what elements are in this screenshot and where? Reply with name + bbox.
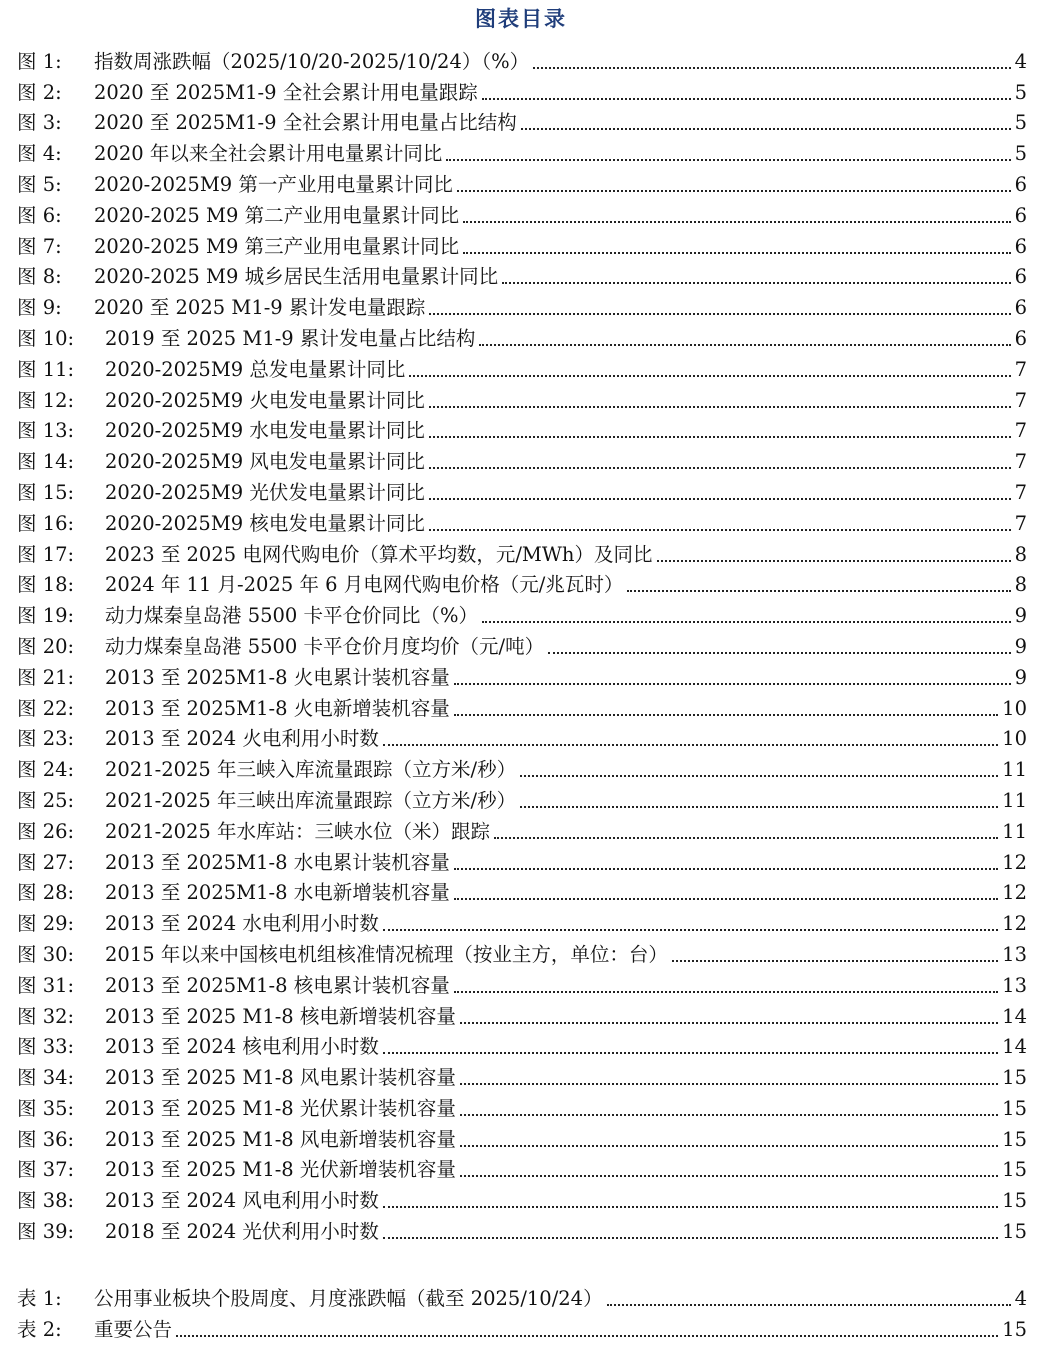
dot-leader xyxy=(494,837,998,839)
figure-entry-label: 图 35: xyxy=(17,1096,75,1120)
figure-entry-page-number: 15 xyxy=(1002,1158,1027,1182)
dot-leader xyxy=(429,498,1011,500)
figure-entry[interactable] xyxy=(17,1213,1027,1244)
figure-entry[interactable] xyxy=(17,875,1027,906)
dot-leader xyxy=(383,1237,998,1239)
dot-leader xyxy=(460,1175,998,1177)
figure-entry-page-number: 11 xyxy=(1002,819,1027,843)
figure-entry-page-number: 13 xyxy=(1002,942,1027,966)
figure-entry-title: 2013 至 2025 M1-8 风电累计装机容量 xyxy=(105,1066,456,1090)
figure-entry-label: 图 18: xyxy=(17,573,75,597)
figure-entry-title: 2021-2025 年水库站：三峡水位（米）跟踪 xyxy=(105,819,491,843)
figure-entry-label: 图 14: xyxy=(17,450,75,474)
figure-entry-title: 2013 至 2025M1-8 水电新增装机容量 xyxy=(105,881,450,905)
figure-entry-page-number: 6 xyxy=(1014,172,1027,196)
figure-entry-page-number: 6 xyxy=(1014,234,1027,258)
table-entry-page-number: 15 xyxy=(1002,1317,1027,1341)
figure-entry-page-number: 15 xyxy=(1002,1096,1027,1120)
figure-entry-page-number: 5 xyxy=(1014,111,1027,135)
dot-leader xyxy=(446,159,1010,161)
figure-entry-label: 图 3: xyxy=(17,111,62,135)
table-entry[interactable] xyxy=(17,1311,1027,1342)
dot-leader xyxy=(479,344,1010,346)
figure-entry-title: 2020-2025 M9 第三产业用电量累计同比 xyxy=(94,234,460,258)
dot-leader xyxy=(429,467,1011,469)
figure-entry-label: 图 21: xyxy=(17,665,75,689)
figure-entry-label: 图 8: xyxy=(17,265,62,289)
figure-entry-page-number: 11 xyxy=(1002,788,1027,812)
figure-entry-label: 图 32: xyxy=(17,1004,75,1028)
figure-entry-label: 图 4: xyxy=(17,142,62,166)
dot-leader xyxy=(502,282,1010,284)
dot-leader xyxy=(409,375,1010,377)
figure-entry-label: 图 19: xyxy=(17,604,75,628)
figure-entry-title: 2020-2025M9 水电发电量累计同比 xyxy=(105,419,425,443)
figure-entry-label: 图 5: xyxy=(17,172,62,196)
figure-entry[interactable] xyxy=(17,721,1027,752)
figure-entry[interactable] xyxy=(17,135,1027,166)
figure-entry-page-number: 10 xyxy=(1002,727,1027,751)
figure-entry-page-number: 6 xyxy=(1014,326,1027,350)
dot-leader xyxy=(463,221,1010,223)
figure-entry-page-number: 12 xyxy=(1002,881,1027,905)
dot-leader xyxy=(548,652,1010,654)
figure-entry[interactable] xyxy=(17,228,1027,259)
figure-entry-label: 图 17: xyxy=(17,542,75,566)
dot-leader xyxy=(383,1206,998,1208)
figure-entry-label: 图 33: xyxy=(17,1035,75,1059)
figure-entry[interactable] xyxy=(17,197,1027,228)
figure-entry[interactable] xyxy=(17,628,1027,659)
figure-entry-label: 图 13: xyxy=(17,419,75,443)
dot-leader xyxy=(460,1022,998,1024)
figure-entry-title: 2020-2025M9 风电发电量累计同比 xyxy=(105,450,425,474)
figure-entry-title: 2013 至 2024 风电利用小时数 xyxy=(105,1189,379,1213)
figure-entry-page-number: 7 xyxy=(1014,419,1027,443)
dot-leader xyxy=(457,190,1011,192)
dot-leader xyxy=(454,991,998,993)
figure-entry-page-number: 7 xyxy=(1014,357,1027,381)
figure-entry-label: 图 36: xyxy=(17,1127,75,1151)
dot-leader xyxy=(429,529,1011,531)
figure-entry-title: 2021-2025 年三峡出库流量跟踪（立方米/秒） xyxy=(105,788,517,812)
figure-entry-page-number: 10 xyxy=(1002,696,1027,720)
figure-entry-label: 图 23: xyxy=(17,727,75,751)
figure-list xyxy=(17,43,1027,1244)
figure-entry[interactable] xyxy=(17,166,1027,197)
figure-entry[interactable] xyxy=(17,690,1027,721)
figure-entry-label: 图 10: xyxy=(17,326,75,350)
table-entry-page-number: 4 xyxy=(1014,1286,1027,1310)
dot-leader xyxy=(383,744,998,746)
dot-leader xyxy=(454,683,1011,685)
figure-entry-title: 2013 至 2025M1-8 水电累计装机容量 xyxy=(105,850,450,874)
figure-entry-title: 2013 至 2024 核电利用小时数 xyxy=(105,1035,379,1059)
figure-entry-page-number: 15 xyxy=(1002,1127,1027,1151)
figure-entry-title: 2013 至 2025M1-8 核电累计装机容量 xyxy=(105,973,450,997)
figure-entry-label: 图 29: xyxy=(17,912,75,936)
dot-leader xyxy=(383,1052,998,1054)
figure-entry-label: 图 25: xyxy=(17,788,75,812)
figure-entry-title: 指数周涨跌幅（2025/10/20-2025/10/24）（%） xyxy=(94,49,530,73)
figure-entry-page-number: 15 xyxy=(1002,1066,1027,1090)
figure-entry-title: 2013 至 2025 M1-8 光伏新增装机容量 xyxy=(105,1158,456,1182)
dot-leader xyxy=(454,898,998,900)
dot-leader xyxy=(520,806,998,808)
figure-entry-title: 2020 至 2025 M1-9 累计发电量跟踪 xyxy=(94,296,426,320)
figure-entry-title: 2021-2025 年三峡入库流量跟踪（立方米/秒） xyxy=(105,758,517,782)
figure-entry-title: 2018 至 2024 光伏利用小时数 xyxy=(105,1220,379,1244)
figure-entry[interactable] xyxy=(17,1121,1027,1152)
figure-entry-title: 2013 至 2024 水电利用小时数 xyxy=(105,912,379,936)
figure-entry-page-number: 9 xyxy=(1014,665,1027,689)
figure-entry-page-number: 15 xyxy=(1002,1220,1027,1244)
figure-entry-page-number: 15 xyxy=(1002,1189,1027,1213)
dot-leader xyxy=(521,128,1011,130)
figure-entry[interactable] xyxy=(17,1059,1027,1090)
table-entry-title: 公用事业板块个股周度、月度涨跌幅（截至 2025/10/24） xyxy=(94,1286,603,1310)
dot-leader xyxy=(520,775,998,777)
figure-entry-title: 2020-2025M9 总发电量累计同比 xyxy=(105,357,406,381)
figure-entry[interactable] xyxy=(17,1182,1027,1213)
figure-entry-label: 图 11: xyxy=(17,357,75,381)
figure-entry-label: 图 27: xyxy=(17,850,75,874)
table-entry-label: 表 2: xyxy=(17,1317,62,1341)
figure-entry[interactable] xyxy=(17,351,1027,382)
dot-leader xyxy=(463,252,1010,254)
figure-entry-page-number: 12 xyxy=(1002,912,1027,936)
figure-entry[interactable] xyxy=(17,320,1027,351)
figure-entry[interactable] xyxy=(17,259,1027,290)
figure-entry-page-number: 6 xyxy=(1014,265,1027,289)
figure-entry-label: 图 30: xyxy=(17,942,75,966)
figure-entry-title: 2020 至 2025M1-9 全社会累计用电量跟踪 xyxy=(94,80,478,104)
figure-entry[interactable] xyxy=(17,967,1027,998)
figure-entry-label: 图 39: xyxy=(17,1220,75,1244)
figure-entry-title: 2023 至 2025 电网代购电价（算术平均数，元/MWh）及同比 xyxy=(105,542,653,566)
figure-entry[interactable] xyxy=(17,998,1027,1029)
dot-leader xyxy=(533,67,1010,69)
figure-entry[interactable] xyxy=(17,74,1027,105)
figure-entry-label: 图 6: xyxy=(17,203,62,227)
toc-title: 图表目录 xyxy=(475,6,567,31)
figure-entry-title: 2024 年 11 月-2025 年 6 月电网代购电价格（元/兆瓦时） xyxy=(105,573,624,597)
figure-entry-title: 2015 年以来中国核电机组核准情况梳理（按业主方，单位：台） xyxy=(105,942,668,966)
figure-entry-title: 2013 至 2025 M1-8 核电新增装机容量 xyxy=(105,1004,456,1028)
figure-entry[interactable] xyxy=(17,567,1027,598)
figure-entry[interactable] xyxy=(17,505,1027,536)
figure-entry-page-number: 6 xyxy=(1014,203,1027,227)
figure-entry[interactable] xyxy=(17,105,1027,136)
figure-entry-page-number: 13 xyxy=(1002,973,1027,997)
dot-leader xyxy=(657,560,1011,562)
figure-entry-title: 2013 至 2025M1-8 火电新增装机容量 xyxy=(105,696,450,720)
dot-leader xyxy=(176,1335,998,1337)
figure-entry[interactable] xyxy=(17,782,1027,813)
dot-leader xyxy=(460,1145,998,1147)
figure-entry-title: 2013 至 2025M1-8 火电累计装机容量 xyxy=(105,665,450,689)
dot-leader xyxy=(383,929,998,931)
figure-entry-title: 动力煤秦皇岛港 5500 卡平仓价同比（%） xyxy=(105,604,479,628)
figure-entry-label: 图 9: xyxy=(17,296,62,320)
figure-entry-label: 图 37: xyxy=(17,1158,75,1182)
figure-entry[interactable] xyxy=(17,905,1027,936)
figure-entry-label: 图 31: xyxy=(17,973,75,997)
dot-leader xyxy=(627,590,1010,592)
figure-entry-title: 2020 至 2025M1-9 全社会累计用电量占比结构 xyxy=(94,111,517,135)
figure-entry-label: 图 38: xyxy=(17,1189,75,1213)
figure-entry-label: 图 24: xyxy=(17,758,75,782)
figure-entry-title: 2020 年以来全社会累计用电量累计同比 xyxy=(94,142,443,166)
figure-entry-label: 图 28: xyxy=(17,881,75,905)
dot-leader xyxy=(607,1304,1011,1306)
figure-entry[interactable] xyxy=(17,443,1027,474)
figure-entry-title: 2013 至 2024 火电利用小时数 xyxy=(105,727,379,751)
dot-leader xyxy=(482,98,1011,100)
table-entry-title: 重要公告 xyxy=(94,1317,173,1341)
figure-entry-title: 2020-2025M9 火电发电量累计同比 xyxy=(105,388,425,412)
table-entry[interactable] xyxy=(17,1280,1027,1311)
table-entry-label: 表 1: xyxy=(17,1286,62,1310)
figure-entry-title: 2020-2025 M9 第二产业用电量累计同比 xyxy=(94,203,460,227)
figure-entry-label: 图 34: xyxy=(17,1066,75,1090)
figure-entry-label: 图 15: xyxy=(17,480,75,504)
figure-entry-label: 图 12: xyxy=(17,388,75,412)
figure-entry[interactable] xyxy=(17,936,1027,967)
dot-leader xyxy=(454,714,998,716)
figure-entry-label: 图 2: xyxy=(17,80,62,104)
figure-entry-page-number: 12 xyxy=(1002,850,1027,874)
figure-entry-label: 图 16: xyxy=(17,511,75,535)
figure-entry-label: 图 7: xyxy=(17,234,62,258)
figure-entry-page-number: 14 xyxy=(1002,1035,1027,1059)
figure-entry-page-number: 7 xyxy=(1014,511,1027,535)
table-list xyxy=(17,1280,1027,1342)
figure-entry[interactable] xyxy=(17,813,1027,844)
figure-entry[interactable] xyxy=(17,43,1027,74)
dot-leader xyxy=(460,1083,998,1085)
figure-entry-page-number: 8 xyxy=(1014,573,1027,597)
figure-entry-label: 图 20: xyxy=(17,634,75,658)
figure-entry-label: 图 1: xyxy=(17,49,62,73)
figure-entry-page-number: 5 xyxy=(1014,142,1027,166)
figure-entry[interactable] xyxy=(17,844,1027,875)
figure-entry[interactable] xyxy=(17,751,1027,782)
figure-entry-title: 2019 至 2025 M1-9 累计发电量占比结构 xyxy=(105,326,476,350)
figure-entry-page-number: 4 xyxy=(1014,49,1027,73)
figure-entry-page-number: 7 xyxy=(1014,450,1027,474)
figure-entry[interactable] xyxy=(17,659,1027,690)
figure-entry[interactable] xyxy=(17,536,1027,567)
figure-entry-page-number: 6 xyxy=(1014,296,1027,320)
figure-entry-page-number: 7 xyxy=(1014,388,1027,412)
figure-entry-page-number: 9 xyxy=(1014,604,1027,628)
figure-entry[interactable] xyxy=(17,1090,1027,1121)
figure-entry-label: 图 22: xyxy=(17,696,75,720)
figure-entry-page-number: 11 xyxy=(1002,758,1027,782)
figure-entry-title: 2013 至 2025 M1-8 光伏累计装机容量 xyxy=(105,1096,456,1120)
figure-entry-title: 2020-2025M9 第一产业用电量累计同比 xyxy=(94,172,453,196)
figure-entry[interactable] xyxy=(17,382,1027,413)
dot-leader xyxy=(672,960,998,962)
figure-entry[interactable] xyxy=(17,597,1027,628)
figure-entry-page-number: 14 xyxy=(1002,1004,1027,1028)
figure-entry-title: 2020-2025M9 光伏发电量累计同比 xyxy=(105,480,425,504)
figure-entry-title: 2020-2025M9 核电发电量累计同比 xyxy=(105,511,425,535)
figure-entry-page-number: 8 xyxy=(1014,542,1027,566)
dot-leader xyxy=(482,621,1011,623)
figure-entry-page-number: 7 xyxy=(1014,480,1027,504)
figure-entry[interactable] xyxy=(17,474,1027,505)
figure-entry-page-number: 9 xyxy=(1014,634,1027,658)
figure-entry[interactable] xyxy=(17,1152,1027,1183)
figure-entry-title: 动力煤秦皇岛港 5500 卡平仓价月度均价（元/吨） xyxy=(105,634,545,658)
dot-leader xyxy=(460,1114,998,1116)
figure-entry-page-number: 5 xyxy=(1014,80,1027,104)
dot-leader xyxy=(429,436,1011,438)
figure-entry-title: 2013 至 2025 M1-8 风电新增装机容量 xyxy=(105,1127,456,1151)
figure-entry-label: 图 26: xyxy=(17,819,75,843)
figure-entry[interactable] xyxy=(17,289,1027,320)
figure-entry[interactable] xyxy=(17,413,1027,444)
dot-leader xyxy=(429,406,1011,408)
dot-leader xyxy=(454,868,998,870)
dot-leader xyxy=(429,313,1010,315)
figure-entry[interactable] xyxy=(17,1029,1027,1060)
figure-entry-title: 2020-2025 M9 城乡居民生活用电量累计同比 xyxy=(94,265,499,289)
